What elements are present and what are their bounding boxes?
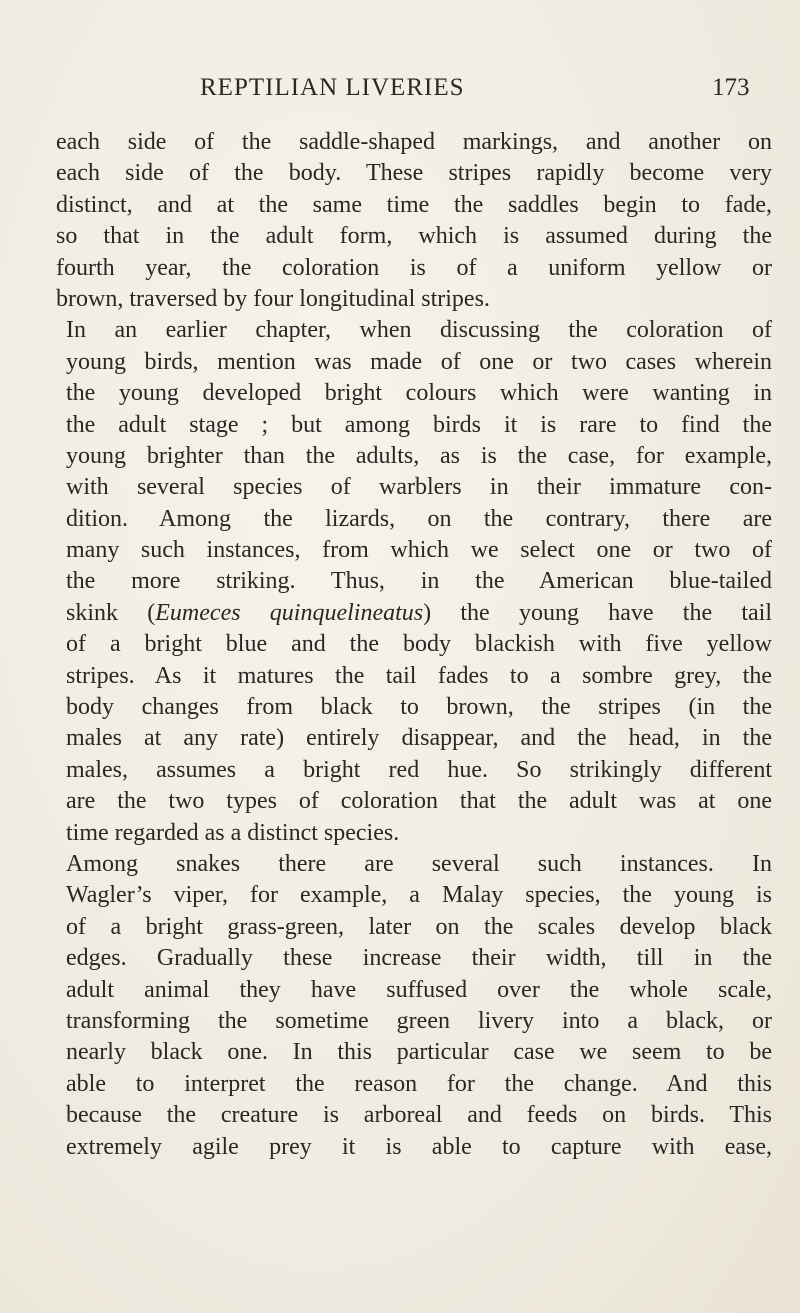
text-line: brown, traversed by four longitudinal stripes. [56, 285, 490, 312]
text-line: of a bright grass-green, later on the scales develop black [66, 913, 772, 940]
text-line: are the two types of coloration that the adult was at one [66, 788, 772, 815]
paragraph-3 [56, 849, 772, 1163]
text-line: many such instances, from which we select one or two of [66, 537, 772, 564]
text-line: extremely agile prey it is able to capture with ease, [66, 1133, 772, 1160]
text-line: distinct, and at the same time the saddles begin to fade, [56, 191, 772, 218]
text-fragment: skink ( [66, 599, 156, 626]
text-line: edges. Gradually these increase their width, till in the [66, 945, 772, 972]
text-line: the adult stage ; but among birds it is rare to find the [66, 411, 772, 438]
paragraph-1 [56, 127, 772, 315]
text-line: dition. Among the lizards, on the contrary, there are [66, 505, 772, 532]
species-name-italic: Eumeces quinquelineatus [155, 599, 424, 626]
text-line: males, assumes a bright red hue. So strikingly different [66, 756, 772, 783]
page-number: 173 [712, 74, 750, 101]
text-line: because the creature is arboreal and feeds on birds. This [66, 1102, 772, 1129]
text-line: with several species of warblers in their immature con- [66, 474, 772, 501]
text-line: young birds, mention was made of one or two cases wherein [66, 348, 772, 375]
text-line: males at any rate) entirely disappear, and the head, in the [66, 725, 772, 752]
text-line: Among snakes there are several such instances. In [66, 850, 772, 877]
text-line: nearly black one. In this particular case we seem to be [66, 1039, 772, 1066]
text-line: the more striking. Thus, in the American blue-tailed [66, 568, 772, 595]
text-line: young brighter than the adults, as is the case, for example, [66, 442, 772, 469]
text-line: time regarded as a distinct species. [66, 819, 400, 846]
text-line: transforming the sometime green livery into a black, or [66, 1007, 772, 1034]
text-line: each side of the saddle-shaped markings, and another on [56, 129, 772, 155]
text-line: able to interpret the reason for the change. And this [66, 1070, 772, 1097]
text-line: adult animal they have suffused over the whole scale, [66, 976, 772, 1003]
text-line: the young developed bright colours which were wanting in [66, 380, 772, 407]
text-fragment: ) the young have the tail [423, 599, 773, 626]
text-line-with-italic [56, 598, 772, 629]
running-head: REPTILIAN LIVERIES [200, 74, 465, 101]
text-line: fourth year, the coloration is of a uniform yellow or [56, 254, 772, 281]
body-text [56, 127, 772, 1163]
text-line: stripes. As it matures the tail fades to a sombre grey, the [66, 662, 772, 689]
text-line: Wagler’s viper, for example, a Malay species, the young is [66, 882, 772, 909]
text-line: each side of the body. These stripes rapidly become very [56, 160, 772, 187]
text-line: of a bright blue and the body blackish with five yellow [66, 631, 772, 658]
paragraph-2 [56, 315, 772, 849]
text-line: In an earlier chapter, when discussing the coloration of [66, 317, 772, 344]
text-line: body changes from black to brown, the stripes (in the [66, 694, 772, 721]
text-line: so that in the adult form, which is assumed during the [56, 223, 772, 250]
